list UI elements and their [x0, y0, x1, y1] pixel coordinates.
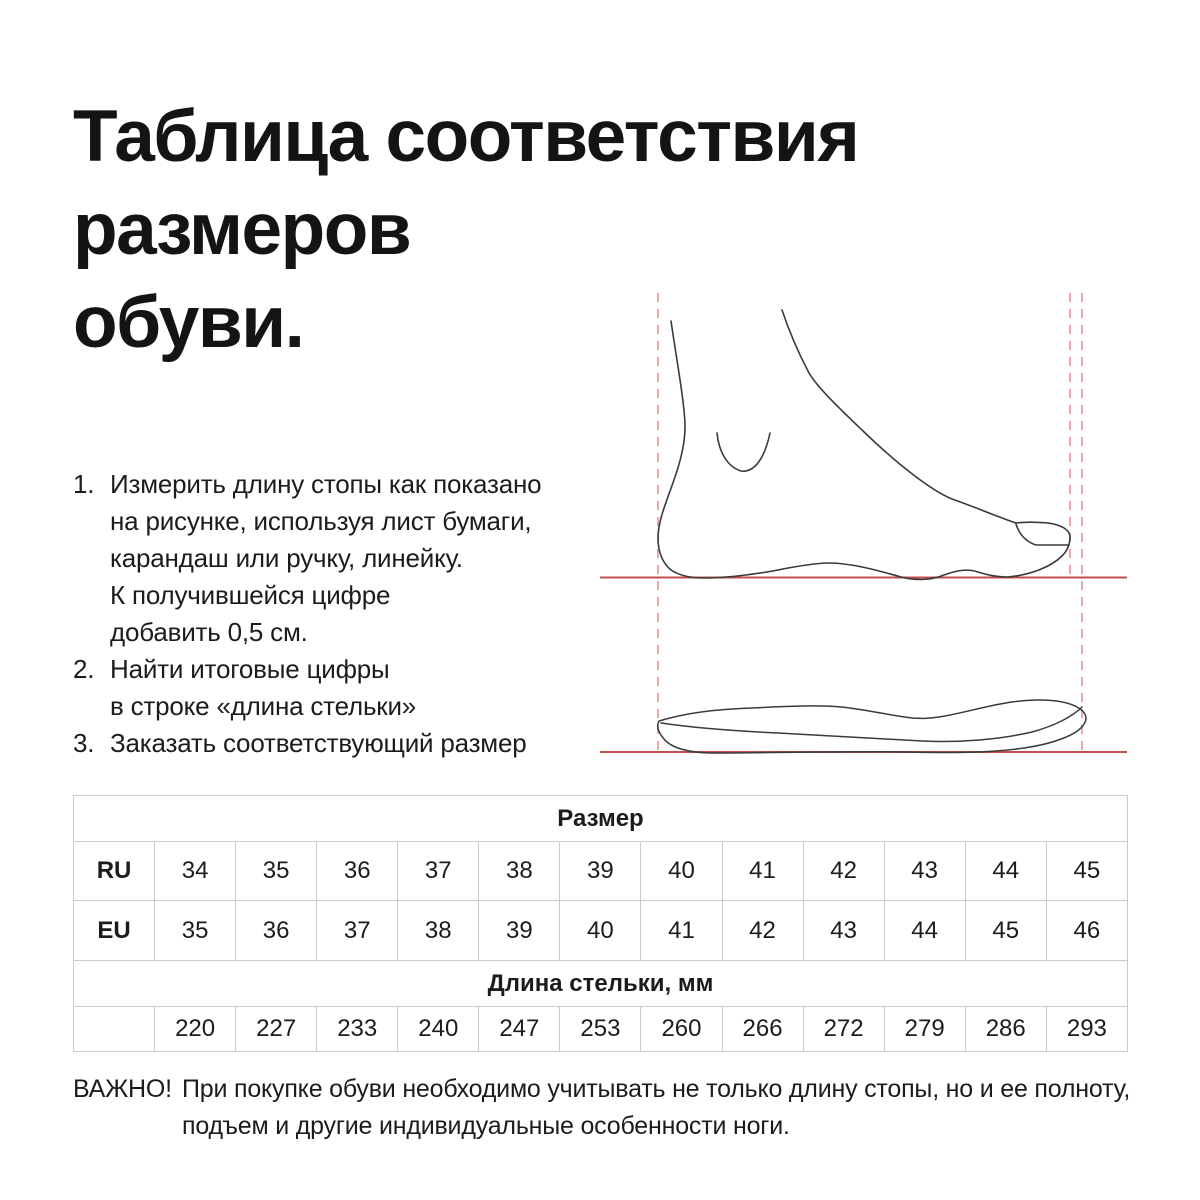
- instruction-text: [110, 466, 541, 651]
- important-note: [73, 1071, 1148, 1145]
- size-row-eu-cell: 39: [479, 901, 560, 961]
- size-row-eu-label: EU: [74, 901, 155, 961]
- size-row-ru-cell: 36: [317, 842, 398, 901]
- size-row-ru-cell: 38: [479, 842, 560, 901]
- important-note-text: [182, 1071, 1130, 1145]
- size-row-eu-cell: 40: [560, 901, 641, 961]
- size-row-eu-cell: 37: [317, 901, 398, 961]
- page-title-line-3: обуви.: [73, 282, 304, 363]
- size-row-ru-cell: 45: [1046, 842, 1127, 901]
- insole-length-row-cell: 266: [722, 1007, 803, 1052]
- size-row-eu: [74, 901, 1128, 961]
- instruction-line: карандаш или ручку, линейку.: [110, 543, 463, 573]
- insole-length-row-cell: 233: [317, 1007, 398, 1052]
- insole-edge-line: [661, 707, 1082, 742]
- size-row-ru-cell: 35: [236, 842, 317, 901]
- size-correspondence-table: [73, 795, 1128, 1052]
- instruction-line: Заказать соответствующий размер: [110, 728, 527, 758]
- size-row-eu-cell: 43: [803, 901, 884, 961]
- table-header-insole-length-row: [74, 961, 1128, 1007]
- size-row-ru-cell: 37: [398, 842, 479, 901]
- size-row-ru-cell: 41: [722, 842, 803, 901]
- size-row-eu-cell: 42: [722, 901, 803, 961]
- important-note-line: подъем и другие индивидуальные особенности ноги.: [182, 1112, 790, 1140]
- foot-measurement-diagram: [590, 275, 1140, 775]
- important-note-line: При покупке обуви необходимо учитывать не только длину стопы, но и ее полноту,: [182, 1075, 1131, 1103]
- insole-length-row-cell: 286: [965, 1007, 1046, 1052]
- size-row-eu-cell: 38: [398, 901, 479, 961]
- instruction-item: [73, 651, 541, 725]
- instruction-line: К получившейся цифре: [110, 580, 391, 610]
- size-row-ru-cell: 42: [803, 842, 884, 901]
- page-title-line-2: размеров: [73, 189, 411, 270]
- size-row-eu-cell: 44: [884, 901, 965, 961]
- size-row-eu-cell: 36: [236, 901, 317, 961]
- ankle-mark: [717, 433, 770, 471]
- instruction-line: в строке «длина стельки»: [110, 691, 417, 721]
- size-row-eu-cell: 46: [1046, 901, 1127, 961]
- size-row-ru: [74, 842, 1128, 901]
- instruction-line: Измерить длину стопы как показано: [110, 469, 542, 499]
- insole-length-row-cell: 247: [479, 1007, 560, 1052]
- insole-length-row-cell: 220: [155, 1007, 236, 1052]
- size-row-ru-label: RU: [74, 842, 155, 901]
- size-row-ru-cell: 43: [884, 842, 965, 901]
- instruction-line: Найти итоговые цифры: [110, 654, 390, 684]
- size-row-eu-cell: 41: [641, 901, 722, 961]
- insole-length-row-cell: 227: [236, 1007, 317, 1052]
- page-title-line-1: Таблица соответствия: [73, 96, 859, 177]
- insole-length-row-cell: 279: [884, 1007, 965, 1052]
- insole-length-row: [74, 1007, 1128, 1052]
- table-header-size: Размер: [74, 796, 1128, 842]
- instruction-item: [73, 466, 541, 651]
- insole-length-row-label: [74, 1007, 155, 1052]
- instruction-line: добавить 0,5 см.: [110, 617, 308, 647]
- insole-length-row-cell: 240: [398, 1007, 479, 1052]
- table-header-size-row: [74, 796, 1128, 842]
- instruction-line: на рисунке, используя лист бумаги,: [110, 506, 532, 536]
- size-row-ru-cell: 44: [965, 842, 1046, 901]
- important-note-label: ВАЖНО!: [73, 1075, 172, 1103]
- insole-outline-drawing: [658, 700, 1086, 753]
- size-row-ru-cell: 40: [641, 842, 722, 901]
- insole-length-row-cell: 253: [560, 1007, 641, 1052]
- insole-length-row-cell: 272: [803, 1007, 884, 1052]
- instruction-text: [110, 725, 527, 762]
- size-row-eu-cell: 35: [155, 901, 236, 961]
- table-header-insole-length: Длина стельки, мм: [74, 961, 1128, 1007]
- instruction-text: [110, 651, 416, 725]
- instruction-number: 3.: [73, 728, 95, 758]
- insole-length-row-cell: 293: [1046, 1007, 1127, 1052]
- instruction-number: 2.: [73, 654, 95, 684]
- insole-length-row-cell: 260: [641, 1007, 722, 1052]
- size-row-eu-cell: 45: [965, 901, 1046, 961]
- instruction-item: [73, 725, 541, 762]
- measuring-instructions-list: [73, 466, 541, 762]
- instruction-number: 1.: [73, 469, 95, 499]
- size-row-ru-cell: 34: [155, 842, 236, 901]
- size-row-ru-cell: 39: [560, 842, 641, 901]
